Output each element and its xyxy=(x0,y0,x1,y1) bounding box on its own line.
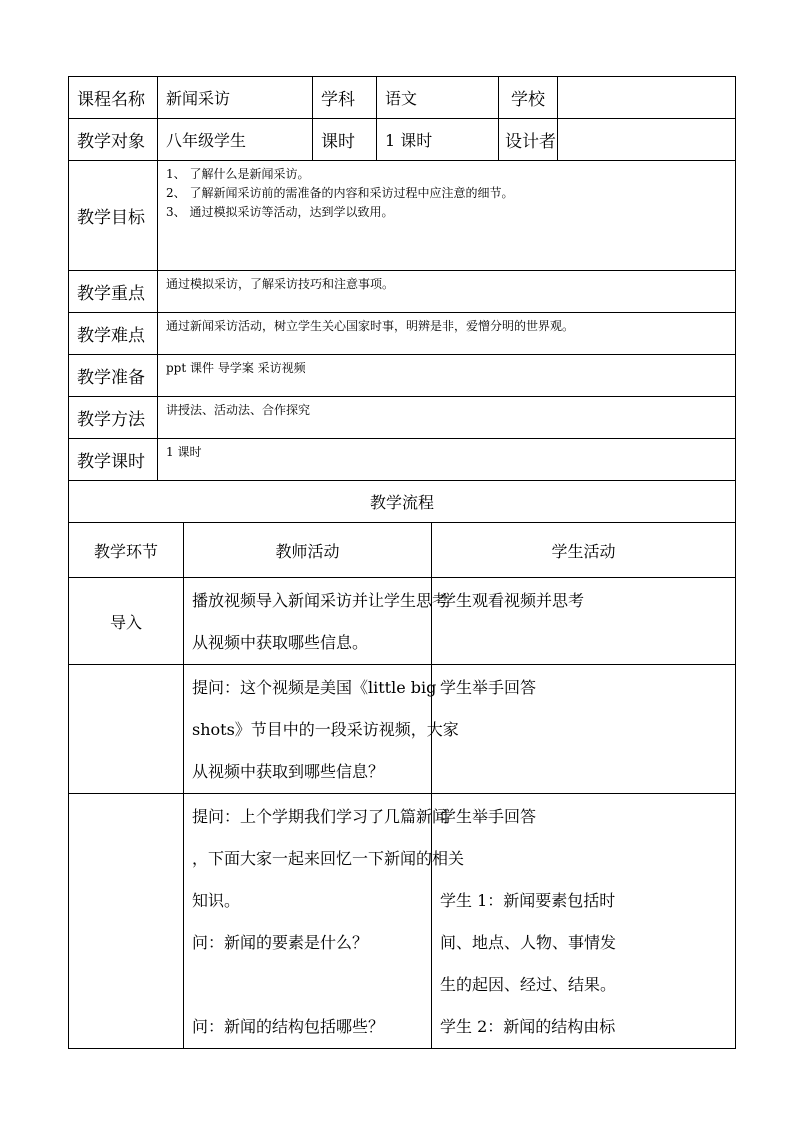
class-hours-label: 教学课时 xyxy=(69,439,158,481)
lesson-plan-table xyxy=(68,76,736,1049)
class-hours-text: 1 课时 xyxy=(158,439,736,481)
student-line-gap xyxy=(440,838,727,880)
goals-content xyxy=(158,161,736,271)
goal-item: 1、 了解什么是新闻采访。 xyxy=(166,167,310,181)
flow-row xyxy=(69,665,736,794)
goal-item: 3、 通过模拟采访等活动，达到学以致用。 xyxy=(166,205,394,219)
flow-teacher-activity xyxy=(184,794,465,1049)
flow-stage xyxy=(69,665,184,794)
flow-header-stage: 教学环节 xyxy=(69,523,184,578)
flow-header-row xyxy=(69,523,736,578)
flow-row xyxy=(69,578,736,665)
flow-teacher-activity xyxy=(184,665,459,794)
flow-student-activity xyxy=(432,578,736,665)
teacher-line: shots》节目中的一段采访视频，大家 xyxy=(192,720,459,739)
preparation-row xyxy=(69,355,736,397)
course-row xyxy=(69,77,736,119)
course-name-value: 新闻采访 xyxy=(158,77,313,119)
student-line: 学生 2：新闻的结构由标 xyxy=(440,1017,616,1036)
teacher-line: 从视频中获取到哪些信息？ xyxy=(192,762,385,781)
teacher-line: 播放视频导入新闻采访并让学生思考 xyxy=(192,591,449,610)
target-value: 八年级学生 xyxy=(158,119,313,161)
teacher-line: 问：新闻的要素是什么？ xyxy=(192,933,369,952)
class-hours-row xyxy=(69,439,736,481)
student-line: 学生 1：新闻要素包括时 xyxy=(440,891,616,910)
method-row xyxy=(69,397,736,439)
school-label: 学校 xyxy=(499,77,558,119)
school-value xyxy=(558,77,736,119)
student-line: 生的起因、经过、结果。 xyxy=(440,975,617,994)
teacher-line: ，下面大家一起来回忆一下新闻的相关 xyxy=(192,849,465,868)
teacher-line-gap xyxy=(192,964,423,1006)
target-row xyxy=(69,119,736,161)
preparation-label: 教学准备 xyxy=(69,355,158,397)
teacher-line: 从视频中获取哪些信息。 xyxy=(192,633,369,652)
hours-value: 1 课时 xyxy=(377,119,499,161)
designer-label: 设计者 xyxy=(499,119,558,161)
student-line: 间、地点、人物、事情发 xyxy=(440,933,617,952)
flow-row xyxy=(69,794,736,1049)
goals-row xyxy=(69,161,736,271)
flow-header-teacher: 教师活动 xyxy=(184,523,432,578)
difficulty-text: 通过新闻采访活动，树立学生关心国家时事，明辨是非，爱憎分明的世界观。 xyxy=(158,313,736,355)
method-label: 教学方法 xyxy=(69,397,158,439)
student-line: 学生观看视频并思考 xyxy=(440,591,585,610)
subject-value: 语文 xyxy=(377,77,499,119)
flow-title-row xyxy=(69,481,736,523)
method-text: 讲授法、活动法、合作探究 xyxy=(158,397,736,439)
student-line: 学生举手回答 xyxy=(440,678,537,697)
student-line: 学生举手回答 xyxy=(440,807,537,826)
teacher-line: 提问：上个学期我们学习了几篇新闻 xyxy=(192,807,449,826)
flow-teacher-activity xyxy=(184,578,449,665)
flow-student-activity xyxy=(432,794,736,1049)
flow-stage xyxy=(69,794,184,1049)
teacher-line: 问：新闻的结构包括哪些？ xyxy=(192,1017,385,1036)
goals-label: 教学目标 xyxy=(69,161,158,271)
hours-label: 课时 xyxy=(313,119,377,161)
teacher-line: 提问：这个视频是美国《little big xyxy=(192,678,437,697)
flow-student-activity xyxy=(432,665,736,794)
subject-label: 学科 xyxy=(313,77,377,119)
difficulty-label: 教学难点 xyxy=(69,313,158,355)
key-point-row xyxy=(69,271,736,313)
key-point-label: 教学重点 xyxy=(69,271,158,313)
difficulty-row xyxy=(69,313,736,355)
goal-item: 2、 了解新闻采访前的需准备的内容和采访过程中应注意的细节。 xyxy=(166,186,514,200)
target-label: 教学对象 xyxy=(69,119,158,161)
preparation-text: ppt 课件 导学案 采访视频 xyxy=(158,355,736,397)
flow-stage: 导入 xyxy=(69,578,184,665)
key-point-text: 通过模拟采访，了解采访技巧和注意事项。 xyxy=(158,271,736,313)
teacher-line: 知识。 xyxy=(192,891,241,910)
course-name-label: 课程名称 xyxy=(69,77,158,119)
designer-value xyxy=(558,119,736,161)
flow-title: 教学流程 xyxy=(69,481,736,523)
flow-header-student: 学生活动 xyxy=(432,523,736,578)
